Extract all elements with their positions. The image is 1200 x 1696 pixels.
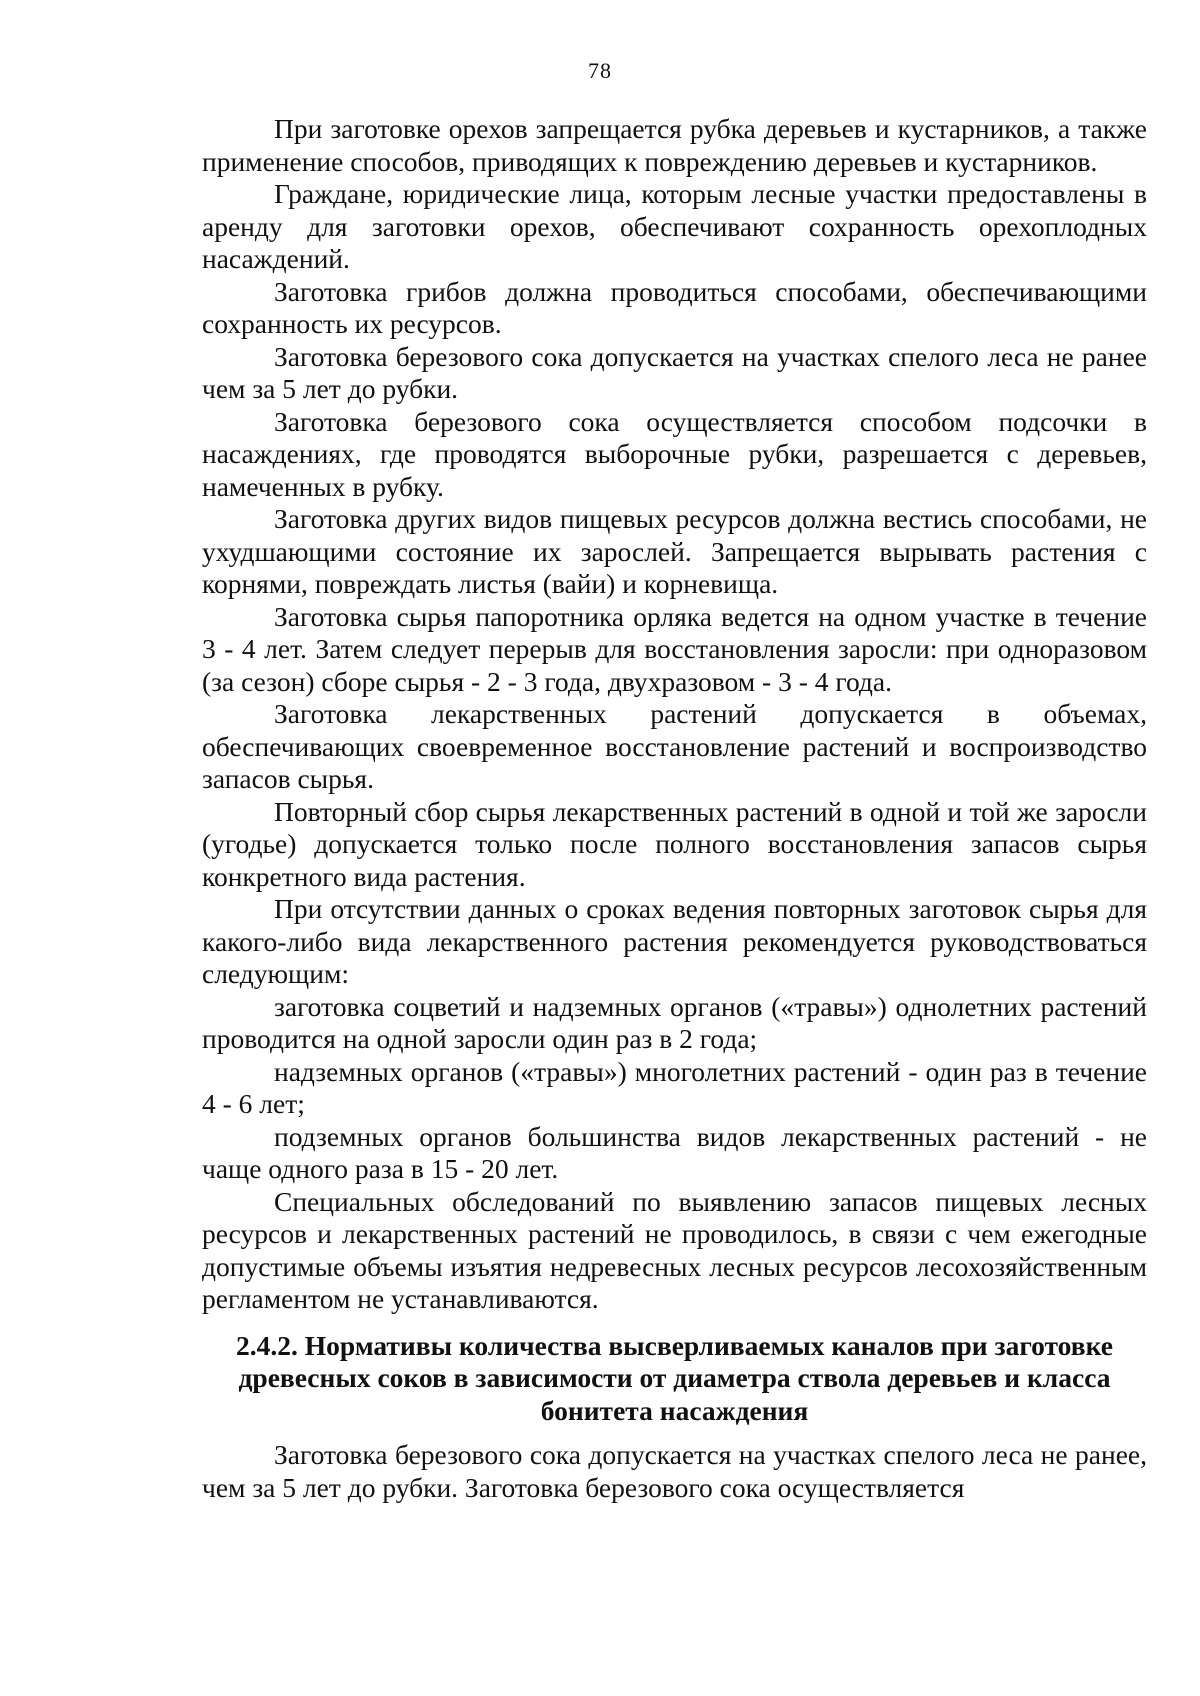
paragraphs-after [202, 1439, 1147, 1504]
section-heading: 2.4.2. Нормативы количества высверливаемых каналов при заготовке древесных соков в зависимости от диаметра ствола деревьев и класса бонитета насаждения [236, 1329, 1113, 1426]
paragraph: Заготовка сырья папоротника орляка ведется на одном участке в течение 3 - 4 лет. Затем следует перерыв для восстановления заросли: при одноразовом (за сезон) сборе сырья - 2 - 3 года, двухразовом - 3 - 4 года. [202, 600, 1147, 697]
paragraph: Повторный сбор сырья лекарственных растений в одной и той же заросли (угодье) допускается только после полного восстановления запасов сырья конкретного вида растения. [202, 795, 1147, 892]
paragraph: Заготовка других видов пищевых ресурсов должна вестись способами, не ухудшающими состояние их зарослей. Запрещается вырывать растения с корнями, повреждать листья (вайи) и корневища. [202, 503, 1147, 599]
paragraph: Заготовка березового сока допускается на участках спелого леса не ранее чем за 5 лет до рубки. [202, 340, 1147, 404]
paragraph: Заготовка березового сока осуществляется способом подсочки в насаждениях, где проводятся выборочные рубки, разрешается с деревьев, намеченных в рубку. [202, 405, 1147, 502]
paragraph: Заготовка березового сока допускается на участках спелого леса не ранее, чем за 5 лет до рубки. Заготовка березового сока осуществляется [202, 1439, 1147, 1503]
paragraph: Граждане, юридические лица, которым лесные участки предоставлены в аренду для заготовки орехов, обеспечивают сохранность орехоплодных насаждений. [202, 178, 1147, 274]
paragraphs-before [202, 113, 1147, 1316]
paragraph: При отсутствии данных о сроках ведения повторных заготовок сырья для какого-либо вида лекарственного растения рекомендуется руководствоваться следующим: [202, 893, 1147, 989]
document-body [202, 113, 1147, 1504]
paragraph: При заготовке орехов запрещается рубка деревьев и кустарников, а также применение способов, приводящих к повреждению деревьев и кустарников. [202, 113, 1147, 177]
paragraph: заготовка соцветий и надземных органов («травы») однолетних растений проводится на одной заросли один раз в 2 года; [202, 990, 1147, 1054]
paragraph: подземных органов большинства видов лекарственных растений - не чаще одного раза в 15 - 20 лет. [202, 1120, 1147, 1184]
paragraph: надземных органов («травы») многолетних растений - один раз в течение 4 - 6 лет; [202, 1055, 1147, 1119]
paragraph: Специальных обследований по выявлению запасов пищевых лесных ресурсов и лекарственных растений не проводилось, в связи с чем ежегодные допустимые объемы изъятия недревесных лесных ресурсов лесохозяйственным регламентом не устанавливаются. [202, 1185, 1147, 1314]
page-number: 78 [588, 58, 612, 83]
paragraph: Заготовка грибов должна проводиться способами, обеспечивающими сохранность их ресурсов. [202, 275, 1147, 339]
paragraph: Заготовка лекарственных растений допускается в объемах, обеспечивающих своевременное восстановление растений и воспроизводство запасов сырья. [202, 698, 1147, 794]
